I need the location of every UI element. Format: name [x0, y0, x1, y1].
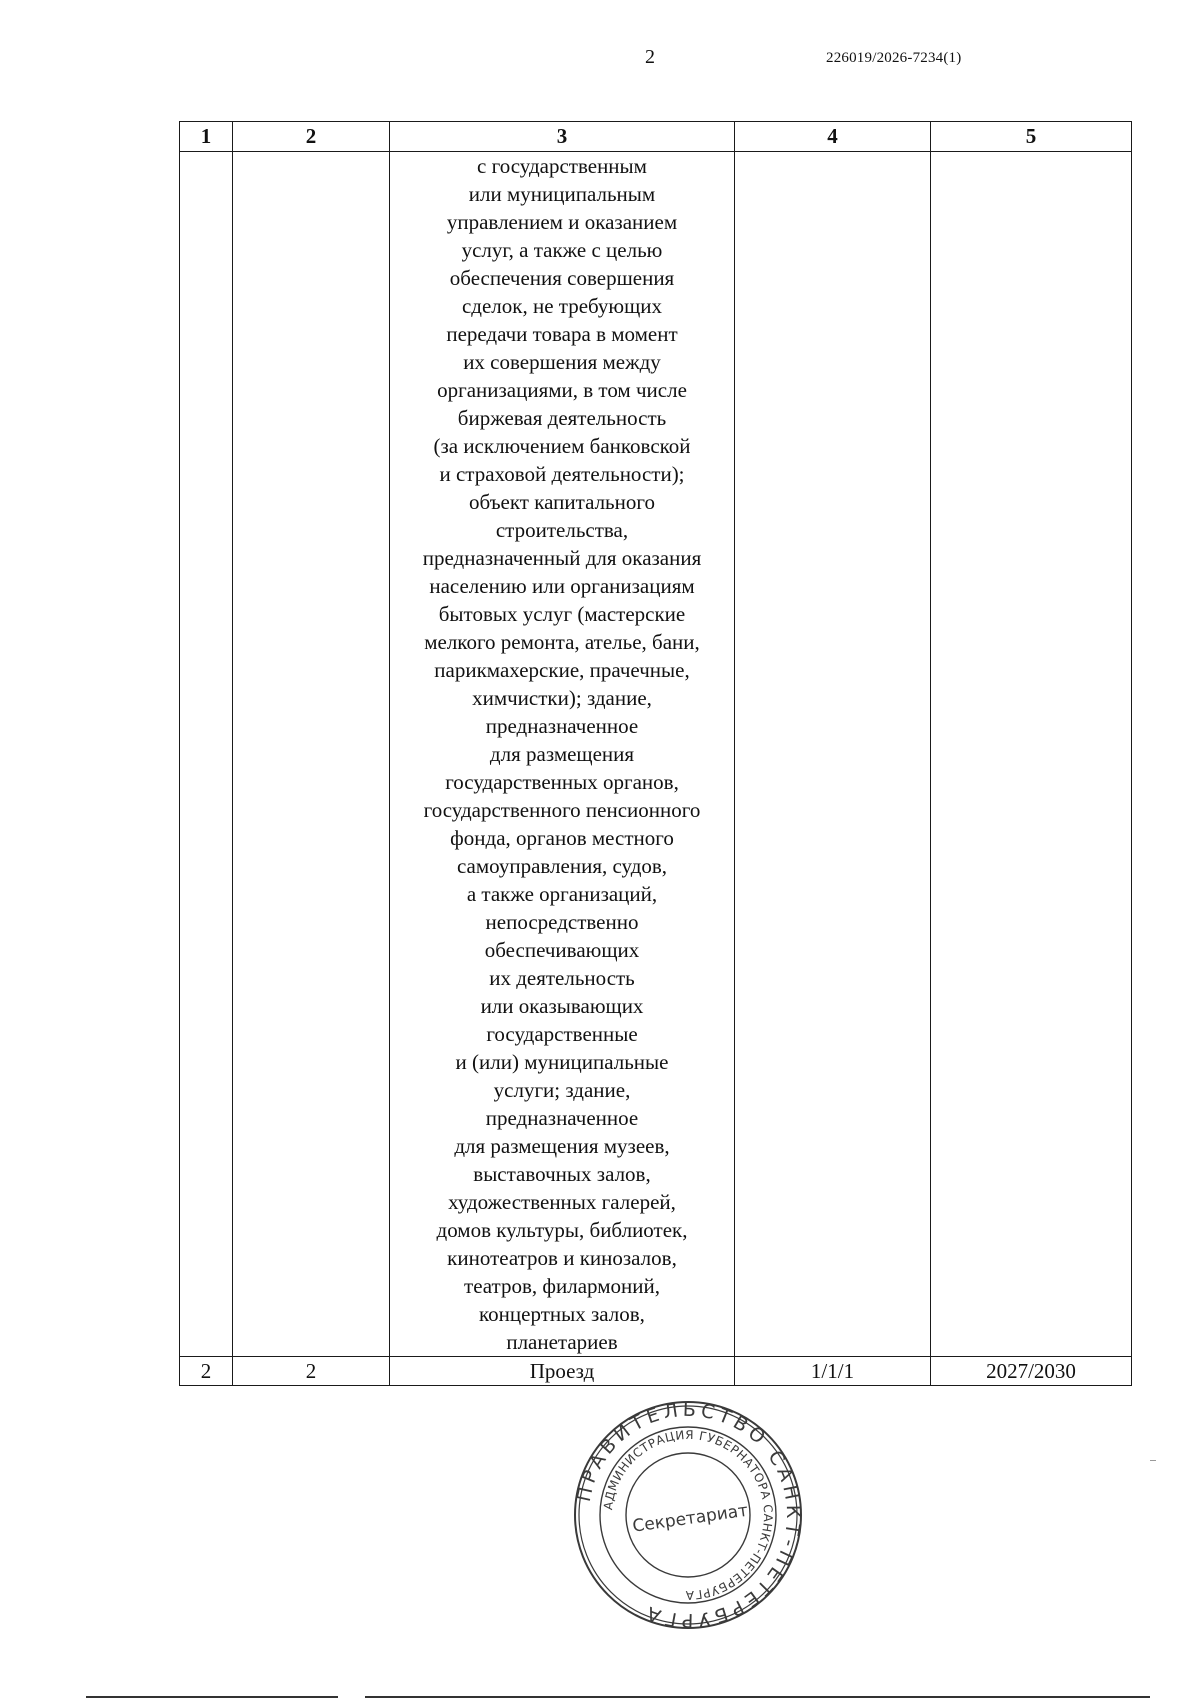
description-line: (за исключением банковской: [433, 434, 691, 458]
description-line: для размещения: [489, 742, 635, 766]
description-line: мелкого ремонта, ателье, бани,: [424, 630, 700, 654]
description-line: населению или организациям: [429, 574, 695, 598]
description-line: государственные: [486, 1022, 638, 1046]
description-line: строительства,: [495, 518, 629, 542]
row2-col4: 1/1/1: [735, 1357, 931, 1386]
description-line: услуги; здание,: [493, 1078, 631, 1102]
row1-col1: [180, 152, 233, 1357]
row1-description: [390, 152, 735, 1357]
description-line: домов культуры, библиотек,: [436, 1218, 688, 1242]
column-header-1: 1: [180, 122, 233, 152]
description-line: фонда, органов местного: [450, 826, 674, 850]
description-line: биржевая деятельность: [457, 406, 667, 430]
row1-col2: [233, 152, 390, 1357]
document-table: [179, 121, 1132, 1386]
description-line: сделок, не требующих: [461, 294, 663, 318]
row1-col4: [735, 152, 931, 1357]
description-line: и страховой деятельности);: [439, 462, 685, 486]
description-line: предназначенное: [485, 714, 639, 738]
margin-mark: [1150, 1460, 1156, 1461]
table-header-row: [180, 122, 1132, 152]
official-stamp: [572, 1399, 804, 1631]
stamp-inner-text: АДМИНИСТРАЦИЯ ГУБЕРНАТОРА САНКТ-ПЕТЕРБУРГА: [601, 1427, 776, 1603]
description-line: концертных залов,: [479, 1302, 645, 1326]
column-header-3: 3: [390, 122, 735, 152]
description-line: бытовых услуг (мастерские: [438, 602, 686, 626]
description-line: их совершения между: [463, 350, 661, 374]
row2-col5: 2027/2030: [931, 1357, 1132, 1386]
description-line: театров, филармоний,: [464, 1274, 660, 1298]
description-line: предназначенное: [485, 1106, 639, 1130]
description-line: их деятельность: [489, 966, 635, 990]
description-line: и (или) муниципальные: [455, 1050, 669, 1074]
description-line: химчистки); здание,: [472, 686, 652, 710]
stamp-outer-text: ПРАВИТЕЛЬСТВО САНКТ-ПЕТЕРБУРГА: [572, 1399, 804, 1631]
bottom-rule-left: [86, 1696, 338, 1698]
description-line: или оказывающих: [480, 994, 644, 1018]
description-line: передачи товара в момент: [446, 322, 678, 346]
row1-col5: [931, 152, 1132, 1357]
description-line: с государственным: [477, 154, 647, 178]
description-line: выставочных залов,: [473, 1162, 651, 1186]
description-line: самоуправления, судов,: [456, 854, 668, 878]
description-line: а также организаций,: [466, 882, 658, 906]
description-line: художественных галерей,: [448, 1190, 676, 1214]
bottom-rule-right: [365, 1696, 1150, 1698]
page-number: 2: [645, 46, 655, 68]
description-line: обеспечения совершения: [449, 266, 675, 290]
column-header-2: 2: [233, 122, 390, 152]
description-line: услуг, а также с целью: [461, 238, 663, 262]
description-line: организациями, в том числе: [437, 378, 687, 402]
description-line: управлением и оказанием: [446, 210, 678, 234]
stamp-center-text: Секретариат: [631, 1500, 750, 1537]
description-line: парикмахерские, прачечные,: [434, 658, 690, 682]
description-line: для размещения музеев,: [454, 1134, 670, 1158]
description-line: кинотеатров и кинозалов,: [447, 1246, 677, 1270]
description-line: государственных органов,: [445, 770, 679, 794]
column-header-5: 5: [931, 122, 1132, 152]
description-line: объект капитального: [469, 490, 655, 514]
table-row: [180, 1357, 1132, 1386]
description-line: планетариев: [506, 1330, 618, 1354]
description-line: или муниципальным: [468, 182, 656, 206]
description-line: государственного пенсионного: [423, 798, 701, 822]
document-code: 226019/2026-7234(1): [826, 50, 962, 66]
table-row: [180, 152, 1132, 1357]
description-line: предназначенный для оказания: [422, 546, 702, 570]
row2-col1: 2: [180, 1357, 233, 1386]
row2-col3: Проезд: [390, 1357, 735, 1386]
column-header-4: 4: [735, 122, 931, 152]
description-line: непосредственно: [485, 910, 639, 934]
description-line: обеспечивающих: [484, 938, 640, 962]
row2-col2: 2: [233, 1357, 390, 1386]
